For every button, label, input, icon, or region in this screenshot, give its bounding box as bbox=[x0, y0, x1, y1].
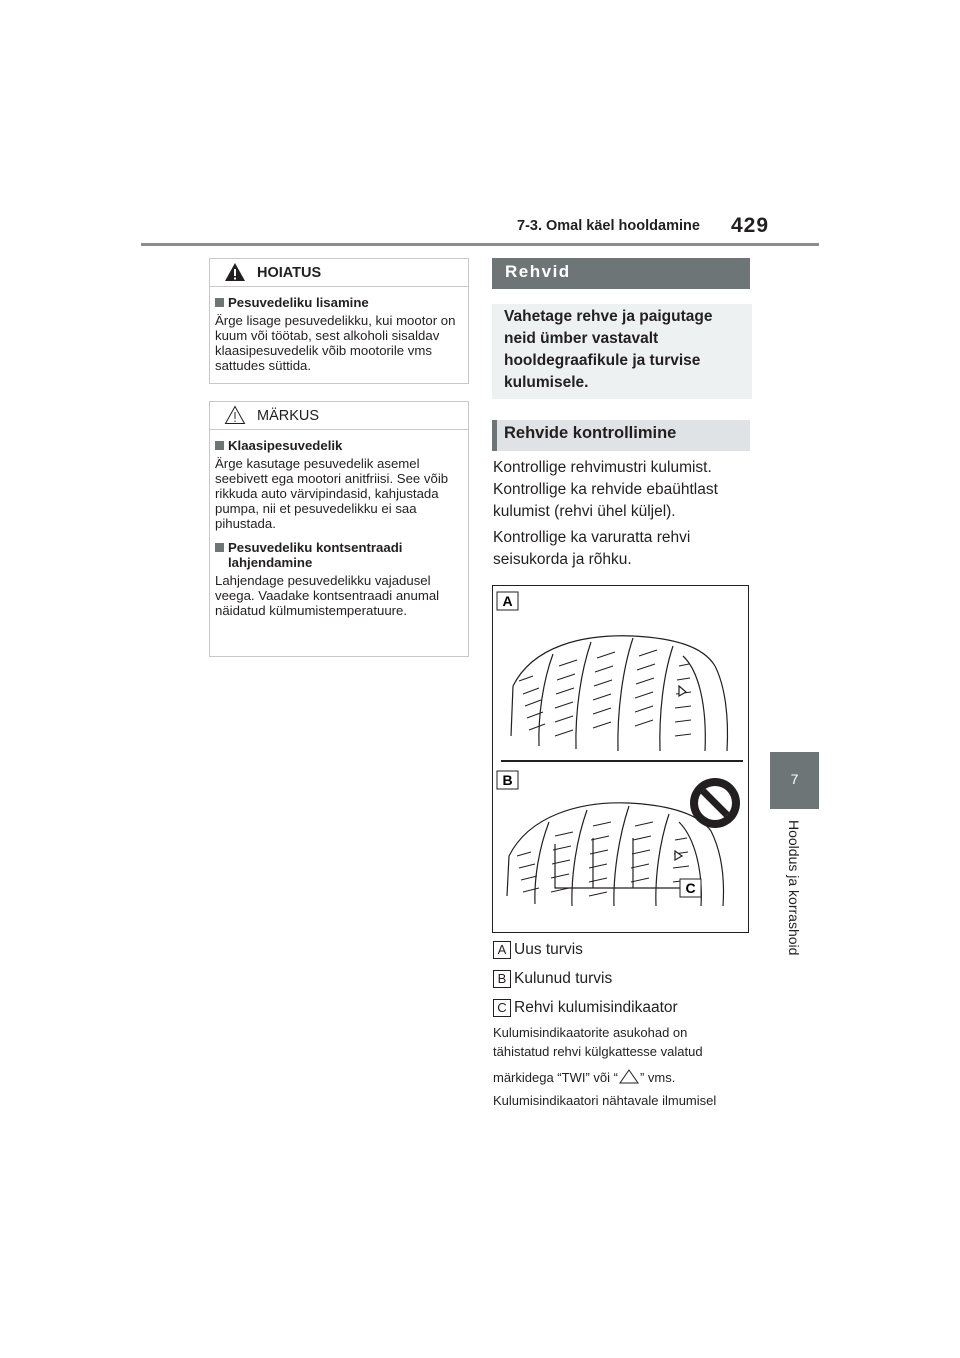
label-a: A bbox=[502, 593, 513, 609]
bullet-square bbox=[215, 441, 224, 450]
notice-title: MÄRKUS bbox=[257, 408, 320, 424]
rehvid-heading: Rehvid bbox=[492, 258, 750, 289]
legend-item-c: C Rehvi kulumisindikaator bbox=[493, 999, 678, 1019]
tire-tread-figure bbox=[492, 585, 749, 933]
note-line-1: Kulumisindikaatorite asukohad on bbox=[493, 1025, 688, 1040]
bullet-square bbox=[215, 298, 224, 307]
label-c: C bbox=[685, 880, 696, 896]
notice-section-text: Ärge kasutage pesuvedelik asemel seebivett ega mootori anitfriisi. See võib rikkuda auto värvipindasid, kahjustada pumpa, nii et pesuvedelikku ei saa pihustada. bbox=[215, 456, 449, 531]
notice-section-text: Lahjendage pesuvedelikku vajadusel veega. Vaadake kontsentraadi anumal näidatud külmumistemperatuure. bbox=[215, 573, 440, 618]
header-divider bbox=[141, 243, 819, 246]
notice-header bbox=[210, 402, 468, 430]
notice-box bbox=[209, 401, 469, 657]
legend-item-b: B Kulunud turvis bbox=[493, 970, 612, 990]
note-line-3: märkidega “TWI” või “ ” vms. bbox=[493, 1070, 676, 1085]
warning-section-text: Ärge lisage pesuvedelikku, kui mootor on kuum või töötab, sest alkoholi sisaldav klaasipesuvedelik võib mootorile vms sattudes süttida. bbox=[215, 313, 456, 373]
subsection-heading: Rehvide kontrollimine bbox=[492, 420, 750, 451]
intro-box: Vahetage rehve ja paigutage neid ümber vastavalt hooldegraafikule ja turvise kulumisele. bbox=[492, 304, 752, 399]
note-line-4: Kulumisindikaatori nähtavale ilmumisel bbox=[493, 1093, 717, 1108]
body-paragraph-2: Kontrollige ka varuratta rehvi seisukorda ja rõhku. bbox=[493, 529, 691, 568]
warning-section-title: Pesuvedeliku lisamine bbox=[215, 295, 463, 310]
warning-box bbox=[209, 258, 469, 384]
warning-header bbox=[210, 259, 468, 287]
bullet-square bbox=[215, 543, 224, 552]
label-b: B bbox=[502, 772, 513, 788]
legend-item-a: A Uus turvis bbox=[493, 941, 583, 961]
page-number: 429 bbox=[731, 214, 770, 237]
note-line-2: tähistatud rehvi külgkattesse valatud bbox=[493, 1044, 703, 1059]
notice-section-title: Pesuvedeliku kontsentraadi lahjendamine bbox=[215, 540, 463, 570]
tire-illustration bbox=[493, 586, 748, 932]
notice-section-title: Klaasipesuvedelik bbox=[215, 438, 463, 453]
body-paragraph-1: Kontrollige rehvimustri kulumist. Kontrollige ka rehvide ebaühtlast kulumist (rehvi ühel küljel). bbox=[493, 459, 718, 520]
new-tire-drawing bbox=[511, 636, 728, 751]
twi-triangle-icon bbox=[618, 1069, 640, 1084]
chapter-title: Hooldus ja korrashoid bbox=[786, 820, 802, 956]
notice-triangle-icon bbox=[224, 405, 246, 425]
chapter-tab: 7 bbox=[770, 752, 819, 809]
warning-triangle-icon bbox=[224, 262, 246, 282]
section-title: 7-3. Omal käel hooldamine bbox=[517, 218, 700, 234]
warning-title: HOIATUS bbox=[257, 265, 322, 281]
prohibition-icon bbox=[690, 778, 740, 828]
